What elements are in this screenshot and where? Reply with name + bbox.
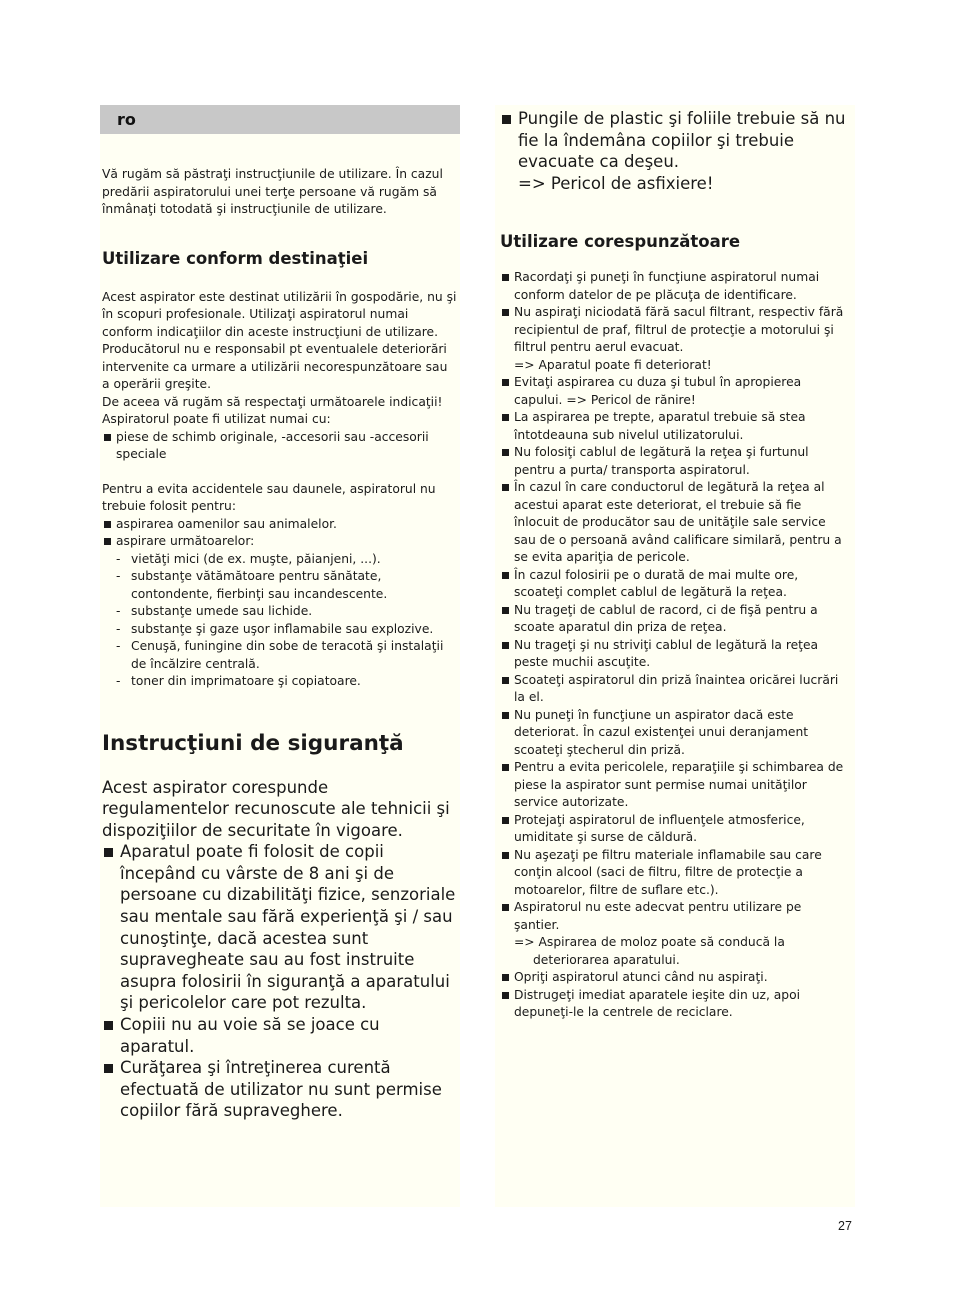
proper-use-heading: Utilizare corespunzătoare xyxy=(500,232,741,252)
list-item: aspirarea oamenilor sau animalelor. xyxy=(102,516,458,534)
list-item: Nu trageţi de cablul de racord, ci de fişă pentru a scoate aparatul din priza de reţea. xyxy=(500,602,849,637)
intended-use-heading: Utilizare conform destinaţiei xyxy=(102,248,369,268)
note-text: => Aparatul poate fi deteriorat! xyxy=(514,357,712,372)
list-item: aspirare următoarelor: xyxy=(102,533,458,551)
intended-use-text-2: De aceea vă rugăm să respectaţi următoarele indicaţii! xyxy=(102,394,443,409)
plastic-bags-block xyxy=(500,108,849,194)
list-item: - substanţe umede sau lichide. xyxy=(102,603,458,621)
intro-paragraph: Vă rugăm să păstraţi instrucţiunile de utilizare. În cazul predării aspiratorului unei terţe persoane vă rugăm să înmânaţi totodată şi instrucţiunile de utilizare. xyxy=(102,167,443,216)
intended-use-text-3: Aspiratorul poate fi utilizat numai cu: xyxy=(102,412,331,426)
list-item: Nu aspiraţi niciodată fără sacul filtrant, respectiv fără recipientul de praf, filtrul de protecţie a motorului şi filtrul pentru aerul evacuat. => Aparatul poate fi deteriorat! xyxy=(500,304,849,374)
list-item: Pentru a evita pericolele, reparaţiile şi schimbarea de piese la aspirator sunt permise numai unităţilor service autorizate. xyxy=(500,759,849,812)
list-item: - substanţe vătămătoare pentru sănătate, contondente, fierbinţi sau incandescente. xyxy=(102,568,458,603)
list-item: Nu trageţi şi nu striviţi cablul de legătură la reţea peste muchii ascuţite. xyxy=(500,637,849,672)
list-item: - vietăţi mici (de ex. muşte, păianjeni, ...). xyxy=(102,551,458,569)
list-item: În cazul în care conductorul de legătură la reţea al acestui aparat este deteriorat, el trebuie să fie înlocuit de producător sau de unităţile sale service sau de o persoană având calificare similară, pentru a se evita apariţia de pericole. xyxy=(500,479,849,567)
avoid-block xyxy=(102,481,458,691)
list-item: Protejaţi aspiratorul de influenţele atmosferice, umiditate şi surse de căldură. xyxy=(500,812,849,847)
list-item: - Cenuşă, funingine din sobe de teracotă şi instalaţii de încălzire centrală. xyxy=(102,638,458,673)
safety-list xyxy=(102,841,458,1122)
list-item xyxy=(500,108,849,194)
avoid-sub-list xyxy=(102,551,458,691)
list-item: - toner din imprimatoare şi copiatoare. xyxy=(102,673,458,691)
avoid-intro: Pentru a evita accidentele sau daunele, aspiratorul nu trebuie folosit pentru: xyxy=(102,481,436,513)
list-item: În cazul folosirii pe o durată de mai multe ore, scoateţi complet cablul de legătură la reţea. xyxy=(500,567,849,602)
parts-list xyxy=(102,429,458,464)
list-item: Distrugeţi imediat aparatele ieşite din uz, apoi depuneţi-le la centrele de reciclare. xyxy=(500,987,849,1022)
avoid-list xyxy=(102,516,458,551)
intended-use-body xyxy=(102,289,458,464)
safety-heading: Instrucţiuni de siguranţă xyxy=(102,730,404,756)
note-text: => Aspirarea de moloz poate să conducă la deteriorarea aparatului. xyxy=(514,935,785,967)
list-item: Curăţarea şi întreţinerea curentă efectuată de utilizator nu sunt permise copiilor fără supraveghere. xyxy=(102,1057,458,1122)
list-item: Aparatul poate fi folosit de copii începând cu vârste de 8 ani şi de persoane cu dizabilităţi fizice, senzoriale sau mentale sau fără experienţă şi / sau cunoştinţe, dacă acestea sunt supravegheate sau au fost instruite asupra folosirii în siguranţă a aparatului şi pericolelor care pot rezulta. xyxy=(102,841,458,1014)
list-item: Scoateţi aspiratorul din priză înaintea oricărei lucrări la el. xyxy=(500,672,849,707)
list-item: Evitaţi aspirarea cu duza şi tubul în apropierea capului. => Pericol de rănire! xyxy=(500,374,849,409)
suffocation-warning: => Pericol de asfixiere! xyxy=(518,173,714,193)
list-item: La aspirarea pe trepte, aparatul trebuie să stea întotdeauna sub nivelul utilizatorului. xyxy=(500,409,849,444)
plastic-bags-text: Pungile de plastic şi foliile trebuie să nu fie la îndemâna copiilor şi trebuie evacuate ca deşeu. xyxy=(518,109,846,172)
page-number: 27 xyxy=(838,1219,852,1233)
list-item: Nu folosiţi cablul de legătură la reţea şi furtunul pentru a purta/ transporta aspiratorul. xyxy=(500,444,849,479)
proper-use-list xyxy=(500,269,849,1022)
safety-body xyxy=(102,777,458,1123)
plastic-bags-list xyxy=(500,108,849,194)
list-item: Copiii nu au voie să se joace cu aparatul. xyxy=(102,1014,458,1057)
language-code: ro xyxy=(117,110,136,129)
list-item: Opriţi aspiratorul atunci când nu aspiraţi. xyxy=(500,969,849,987)
list-item: - substanţe şi gaze uşor inflamabile sau explozive. xyxy=(102,621,458,639)
intended-use-text: Acest aspirator este destinat utilizării în gospodărie, nu şi în scopuri profesionale. Utilizaţi aspiratorul numai conform indicaţiilor din aceste instrucţiuni de utilizare. Producătorul nu e responsabil pt eventualele deteriorări intervenite ca urmare a utilizării necorespunzătoare sau a operării greşite. xyxy=(102,289,457,391)
language-bar xyxy=(100,105,460,134)
list-item: Nu puneţi în funcţiune un aspirator dacă este deteriorat. În cazul existenţei unui deranjament scoateţi ştecherul din priză. xyxy=(500,707,849,760)
left-column xyxy=(100,105,460,1207)
safety-intro: Acest aspirator corespunde regulamentelor recunoscute ale tehnicii şi dispoziţiilor de securitate în vigoare. xyxy=(102,777,450,840)
right-column xyxy=(495,105,855,1207)
list-item: Racordaţi şi puneţi în funcţiune aspiratorul numai conform datelor de pe plăcuţa de identificare. xyxy=(500,269,849,304)
list-item: Aspiratorul nu este adecvat pentru utilizare pe şantier. => Aspirarea de moloz poate să conducă la deteriorarea aparatului. xyxy=(500,899,849,969)
list-item: piese de schimb originale, -accesorii sau -accesorii speciale xyxy=(102,429,458,464)
list-item: Nu aşezaţi pe filtru materiale inflamabile sau care conţin alcool (saci de filtru, filtre de protecţie a motoarelor, filtre de suflare etc.). xyxy=(500,847,849,900)
